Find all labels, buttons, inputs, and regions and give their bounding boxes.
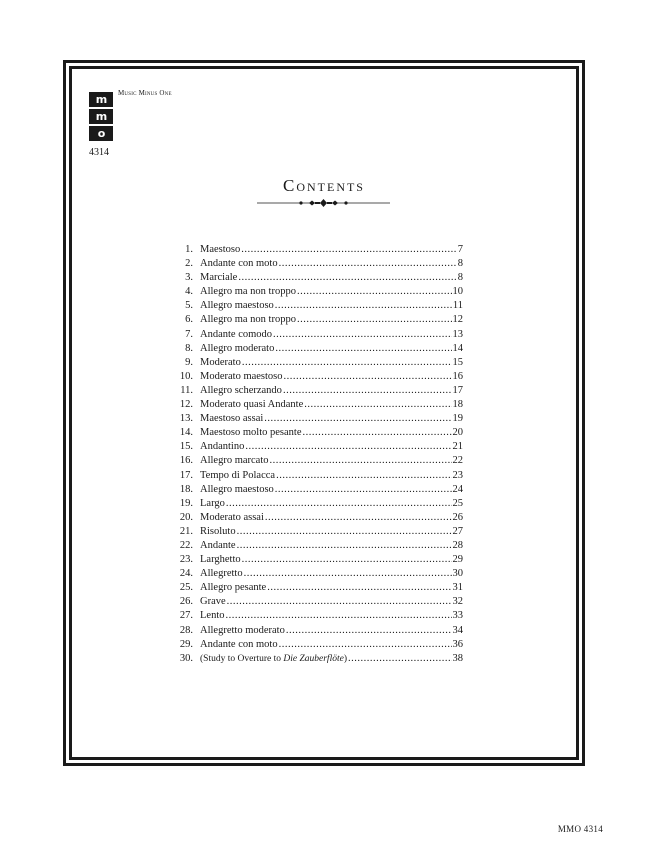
toc-page-number: 21: [452, 441, 463, 453]
toc-leader-dots: [297, 313, 452, 327]
toc-number: 9.: [185, 356, 193, 368]
toc-entry: [168, 483, 463, 497]
toc-title: Allegro ma non troppo: [200, 286, 296, 298]
toc-title: Moderato quasi Andante: [200, 399, 304, 411]
toc-title: Lento: [200, 610, 225, 622]
toc-title: Allegro maestoso: [200, 300, 274, 312]
toc-number: 6.: [185, 314, 193, 326]
toc-number: 4.: [185, 286, 193, 298]
toc-leader-dots: [242, 356, 452, 370]
toc-number: 19.: [179, 497, 193, 509]
logo-block-o: o: [89, 126, 113, 141]
toc-number: 30.: [179, 652, 193, 664]
table-of-contents: [168, 243, 463, 666]
footer-catalog: MMO 4314: [557, 824, 603, 834]
toc-page-number: 18: [452, 399, 463, 411]
toc-page-number: 36: [452, 638, 463, 650]
toc-leader-dots: [245, 440, 451, 454]
toc-leader-dots: [226, 497, 452, 511]
toc-number: 27.: [179, 610, 193, 622]
toc-entry: [168, 454, 463, 468]
toc-number: 1.: [185, 244, 193, 255]
toc-entry: [168, 469, 463, 483]
toc-page-number: 12: [452, 314, 463, 326]
toc-entry: [168, 257, 463, 271]
toc-title: Marciale: [200, 272, 238, 284]
toc-title: Allegretto moderato: [200, 624, 285, 636]
toc-page-number: 23: [452, 469, 463, 481]
toc-number: 25.: [179, 582, 193, 594]
toc-entry: [168, 609, 463, 623]
toc-leader-dots: [279, 257, 457, 271]
toc-leader-dots: [238, 271, 456, 285]
toc-leader-dots: [237, 539, 452, 553]
toc-title: Allegro ma non troppo: [200, 314, 296, 326]
toc-page-number: 10: [452, 286, 463, 298]
toc-leader-dots: [348, 652, 452, 666]
toc-title: Moderato: [200, 356, 241, 368]
mmo-logo: [89, 92, 115, 143]
toc-title: Moderato maestoso: [200, 370, 283, 382]
toc-title: Allegro scherzando: [200, 384, 282, 396]
toc-leader-dots: [276, 469, 451, 483]
toc-leader-dots: [275, 342, 451, 356]
toc-leader-dots: [284, 370, 452, 384]
toc-number: 3.: [185, 272, 193, 284]
toc-entry: [168, 595, 463, 609]
catalog-number: 4314: [89, 147, 109, 158]
toc-leader-dots: [237, 525, 452, 539]
toc-entry: [168, 412, 463, 426]
toc-leader-dots: [302, 426, 451, 440]
toc-number: 8.: [185, 342, 193, 354]
toc-leader-dots: [226, 609, 452, 623]
toc-title: Allegro maestoso: [200, 483, 274, 495]
toc-title: Maestoso assai: [200, 413, 264, 425]
toc-title: Maestoso molto pesante: [200, 427, 302, 439]
toc-number: 10.: [179, 370, 193, 382]
toc-entry: [168, 652, 463, 666]
toc-page-number: 38: [452, 652, 463, 664]
toc-page-number: 32: [452, 596, 463, 608]
toc-number: 14.: [179, 427, 193, 439]
toc-page-number: 28: [452, 539, 463, 551]
toc-number: 15.: [179, 441, 193, 453]
toc-number: 21.: [179, 525, 193, 537]
toc-entry: [168, 511, 463, 525]
toc-page-number: 13: [452, 328, 463, 340]
toc-title: Largo: [200, 497, 225, 509]
logo-block-m2: m: [89, 109, 113, 124]
toc-entry: [168, 370, 463, 384]
toc-title: Allegro moderato: [200, 342, 275, 354]
toc-title: Andante con moto: [200, 258, 278, 270]
toc-entry: [168, 638, 463, 652]
toc-leader-dots: [279, 638, 452, 652]
toc-page-number: 19: [452, 413, 463, 425]
brand-name: Music Minus One: [118, 89, 172, 97]
toc-entry: [168, 497, 463, 511]
toc-number: 5.: [185, 300, 193, 312]
toc-title: Tempo di Polacca: [200, 469, 276, 481]
toc-entry: [168, 525, 463, 539]
toc-page-number: 26: [452, 511, 463, 523]
toc-title: Andantino: [200, 441, 245, 453]
toc-title: Andante comodo: [200, 328, 273, 340]
toc-entry: [168, 299, 463, 313]
toc-entry: [168, 624, 463, 638]
toc-page-number: 30: [452, 568, 463, 580]
toc-title: Andante: [200, 539, 236, 551]
toc-title: Maestoso: [200, 244, 241, 255]
toc-entry: [168, 539, 463, 553]
toc-page-number: 27: [452, 525, 463, 537]
toc-title: Risoluto: [200, 525, 236, 537]
toc-title: Allegro marcato: [200, 455, 269, 467]
toc-entry: [168, 553, 463, 567]
title-ornament: [257, 198, 390, 208]
toc-page-number: 17: [452, 384, 463, 396]
toc-page-number: 29: [452, 554, 463, 566]
toc-number: 24.: [179, 568, 193, 580]
toc-leader-dots: [264, 412, 451, 426]
toc-title-italic: Die Zauberflöte: [283, 653, 344, 664]
toc-title: Moderato assai: [200, 511, 264, 523]
toc-entry: [168, 581, 463, 595]
toc-number: 7.: [185, 328, 193, 340]
toc-entry: [168, 356, 463, 370]
toc-entry: [168, 243, 463, 257]
toc-number: 17.: [179, 469, 193, 481]
toc-number: 20.: [179, 511, 193, 523]
toc-entry: [168, 313, 463, 327]
toc-title: [200, 652, 347, 666]
page-title: Contents: [282, 176, 365, 195]
toc-entry: [168, 567, 463, 581]
toc-entry: [168, 342, 463, 356]
toc-number: 26.: [179, 596, 193, 608]
toc-number: 16.: [179, 455, 193, 467]
toc-entry: [168, 271, 463, 285]
toc-page-number: 15: [452, 356, 463, 368]
toc-number: 12.: [179, 399, 193, 411]
toc-leader-dots: [297, 285, 452, 299]
logo-block-m1: m: [89, 92, 113, 107]
toc-entry: [168, 426, 463, 440]
toc-number: 29.: [179, 638, 193, 650]
toc-page-number: 8: [457, 272, 463, 284]
toc-leader-dots: [286, 624, 452, 638]
toc-leader-dots: [244, 567, 452, 581]
toc-page-number: 7: [457, 244, 463, 255]
toc-title: Allegro pesante: [200, 582, 267, 594]
toc-page-number: 8: [457, 258, 463, 270]
toc-page-number: 20: [452, 427, 463, 439]
toc-number: 2.: [185, 258, 193, 270]
toc-leader-dots: [241, 243, 457, 257]
toc-page-number: 22: [452, 455, 463, 467]
toc-leader-dots: [227, 595, 452, 609]
toc-number: 11.: [180, 384, 193, 396]
toc-leader-dots: [304, 398, 451, 412]
toc-number: 28.: [179, 624, 193, 636]
toc-page-number: 14: [452, 342, 463, 354]
toc-leader-dots: [265, 511, 452, 525]
toc-page-number: 31: [452, 582, 463, 594]
toc-number: 13.: [179, 413, 193, 425]
toc-leader-dots: [270, 454, 452, 468]
toc-entry: [168, 398, 463, 412]
toc-page-number: 34: [452, 624, 463, 636]
toc-title-prefix: (Study to Overture to: [200, 653, 284, 664]
toc-title: Grave: [200, 596, 226, 608]
toc-page-number: 24: [452, 483, 463, 495]
toc-page-number: 25: [452, 497, 463, 509]
toc-title-suffix: ): [343, 653, 347, 664]
toc-page-number: 16: [452, 370, 463, 382]
toc-entry: [168, 440, 463, 454]
toc-page-number: 11: [452, 300, 463, 312]
toc-number: 22.: [179, 539, 193, 551]
toc-title: Larghetto: [200, 554, 241, 566]
toc-entry: [168, 285, 463, 299]
toc-leader-dots: [273, 328, 451, 342]
toc-leader-dots: [242, 553, 452, 567]
toc-title: Allegretto: [200, 568, 243, 580]
toc-page-number: 33: [452, 610, 463, 622]
toc-leader-dots: [275, 299, 452, 313]
toc-leader-dots: [283, 384, 452, 398]
toc-leader-dots: [275, 483, 452, 497]
toc-number: 23.: [179, 554, 193, 566]
toc-number: 18.: [179, 483, 193, 495]
toc-entry: [168, 328, 463, 342]
toc-title: Andante con moto: [200, 638, 278, 650]
toc-entry: [168, 384, 463, 398]
toc-leader-dots: [267, 581, 451, 595]
